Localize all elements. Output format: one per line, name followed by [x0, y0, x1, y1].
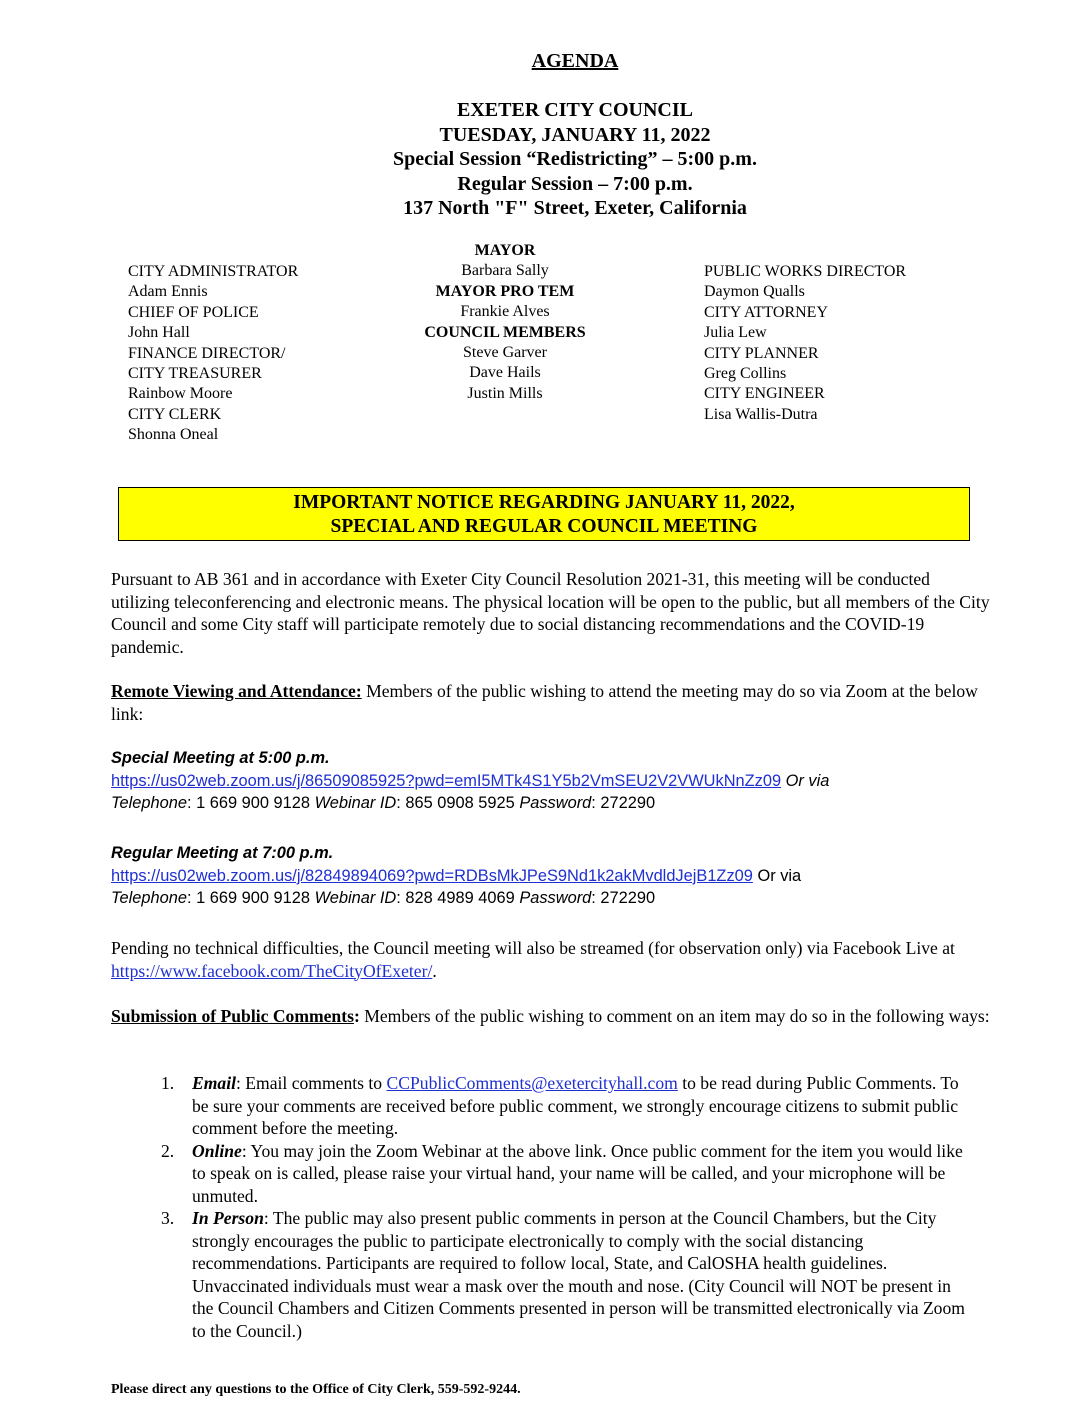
- special-session-time: Special Session “Redistricting” – 5:00 p.m.: [393, 148, 757, 170]
- comment-methods-list: [155, 1072, 975, 1342]
- special-meeting-block: [111, 747, 991, 815]
- remote-viewing-label: Remote Viewing and Attendance:: [111, 681, 362, 701]
- submission-paragraph: [111, 1005, 991, 1028]
- mayor-name: Barbara Sally: [461, 262, 549, 280]
- official-entry: Greg Collins: [704, 364, 787, 382]
- list-number: 3.: [161, 1208, 175, 1228]
- meeting-address: 137 North "F" Street, Exeter, California: [403, 197, 747, 219]
- submission-text: Members of the public wishing to comment on an item may do so in the following ways:: [359, 1006, 990, 1026]
- remote-viewing-paragraph: [111, 680, 991, 725]
- submission-label: Submission of Public Comments: [111, 1006, 354, 1026]
- webinar-id-label: Webinar ID: [314, 794, 397, 812]
- method-label: In Person: [192, 1208, 264, 1228]
- telephone-label: Telephone: [111, 889, 187, 907]
- facebook-end: .: [432, 960, 437, 981]
- list-item: [155, 1140, 975, 1208]
- important-notice-box: [118, 487, 970, 541]
- official-entry: Julia Lew: [704, 324, 767, 342]
- webinar-id-label: Webinar ID: [314, 889, 397, 907]
- official-entry: CITY ATTORNEY: [704, 303, 828, 321]
- official-entry: PUBLIC WORKS DIRECTOR: [704, 263, 907, 280]
- council-member: Justin Mills: [467, 384, 543, 402]
- method-text: : The public may also present public comments in person at the Council Chambers, but the City strongly encourages the public to participate electronically to comply with the social distancing recommendations. Participants are required to follow local, State, and CalOSHA health guidelines. Unvaccinated individuals must wear a mask over the mouth and nose. (City Council will NOT be present in the Council Chambers and Citizen Comments presented in person will be transmitted electronically via Zoom to the Council.): [192, 1208, 965, 1341]
- telephone-number: : 1 669 900 9128: [186, 889, 315, 907]
- password-label: Password: [519, 889, 592, 907]
- special-meeting-zoom-link[interactable]: https://us02web.zoom.us/j/86509085925?pwd=emI5MTk4S1Y5b2VmSEU2V2VWUkNnZz09: [111, 771, 782, 790]
- special-meeting-title: Special Meeting at 5:00 p.m.: [111, 749, 330, 767]
- list-number: 1.: [161, 1073, 175, 1093]
- telephone-label: Telephone: [111, 794, 187, 812]
- official-entry: CITY CLERK: [128, 405, 222, 423]
- official-entry: Rainbow Moore: [128, 385, 233, 403]
- public-comments-email-link[interactable]: CCPublicComments@exetercityhall.com: [386, 1073, 678, 1093]
- notice-line-1: IMPORTANT NOTICE REGARDING JANUARY 11, 2022,: [293, 492, 795, 513]
- method-label: Email: [192, 1073, 236, 1093]
- submission-colon: :: [353, 1006, 360, 1026]
- officials-right-column: [704, 262, 906, 425]
- official-entry: CITY TREASURER: [128, 364, 262, 382]
- official-entry: FINANCE DIRECTOR/: [128, 344, 286, 362]
- password-label: Password: [519, 794, 592, 812]
- official-entry: Adam Ennis: [128, 283, 208, 301]
- or-via-text: Or via: [752, 866, 802, 885]
- intro-paragraph: Pursuant to AB 361 and in accordance with Exeter City Council Resolution 2021-31, this meeting will be conducted utilizing teleconferencing and electronic means. The physical location will be open to the public, but all members of the City Council and some City staff will participate remotely due to social distancing recommendations and the COVID-19 pandemic.: [111, 569, 990, 657]
- pro-tem-label: MAYOR PRO TEM: [435, 282, 575, 300]
- council-members-label: COUNCIL MEMBERS: [424, 323, 586, 341]
- regular-session-time: Regular Session – 7:00 p.m.: [457, 172, 693, 195]
- regular-meeting-zoom-link[interactable]: https://us02web.zoom.us/j/82849894069?pwd=RDBsMkJPeS9Nd1k2akMvdldJejB1Zz09: [111, 866, 753, 885]
- official-entry: John Hall: [128, 324, 190, 342]
- webinar-id: : 865 0908 5925: [396, 794, 520, 812]
- mayor-label: MAYOR: [474, 242, 536, 259]
- footer-contact: Please direct any questions to the Office of City Clerk, 559-592-9244.: [111, 1382, 521, 1397]
- official-entry: CHIEF OF POLICE: [128, 303, 259, 321]
- list-item: [155, 1072, 975, 1140]
- facebook-paragraph: [111, 937, 991, 982]
- council-member: Steve Garver: [463, 343, 547, 361]
- method-text: : You may join the Zoom Webinar at the above link. Once public comment for the item you would like to speak on is called, please raise your virtual hand, your name will be called, and your microphone will be unmuted.: [192, 1140, 963, 1206]
- meeting-date: TUESDAY, JANUARY 11, 2022: [439, 123, 711, 146]
- webinar-id: : 828 4989 4069: [396, 889, 520, 907]
- meeting-header: [0, 98, 1088, 221]
- pro-tem-name: Frankie Alves: [460, 303, 550, 321]
- list-number: 2.: [161, 1140, 175, 1161]
- telephone-number: : 1 669 900 9128: [186, 794, 315, 812]
- password-value: : 272290: [591, 889, 656, 907]
- password-value: : 272290: [591, 794, 656, 812]
- method-label: Online: [192, 1140, 242, 1161]
- method-text-end: to be read during Public Comments. To be sure your comments are received before public comment, we strongly encourage citizens to submit public comment before the meeting.: [192, 1073, 959, 1138]
- or-via-text: Or via: [781, 771, 830, 790]
- officials-left-column: [128, 262, 298, 446]
- official-entry: CITY ADMINISTRATOR: [128, 263, 299, 280]
- remote-viewing-text: Members of the public wishing to attend the meeting may do so via Zoom at the below link:: [111, 681, 978, 724]
- method-text: : Email comments to: [236, 1073, 387, 1093]
- regular-meeting-title: Regular Meeting at 7:00 p.m.: [111, 844, 334, 862]
- list-item: [155, 1207, 975, 1342]
- official-entry: Shonna Oneal: [128, 426, 219, 444]
- facebook-link[interactable]: https://www.facebook.com/TheCityOfExeter/: [111, 960, 433, 981]
- council-name: EXETER CITY COUNCIL: [457, 99, 693, 121]
- notice-line-2: SPECIAL AND REGULAR COUNCIL MEETING: [330, 516, 758, 537]
- facebook-text: Pending no technical difficulties, the Council meeting will also be streamed (for observation only) via Facebook Live at: [111, 938, 955, 958]
- agenda-title: AGENDA: [531, 50, 619, 72]
- officials-middle-column: [390, 241, 620, 404]
- council-member: Dave Hails: [469, 364, 541, 382]
- regular-meeting-block: [111, 842, 991, 910]
- official-entry: Lisa Wallis-Dutra: [704, 405, 818, 423]
- official-entry: CITY ENGINEER: [704, 385, 825, 403]
- official-entry: Daymon Qualls: [704, 283, 805, 301]
- official-entry: CITY PLANNER: [704, 344, 819, 362]
